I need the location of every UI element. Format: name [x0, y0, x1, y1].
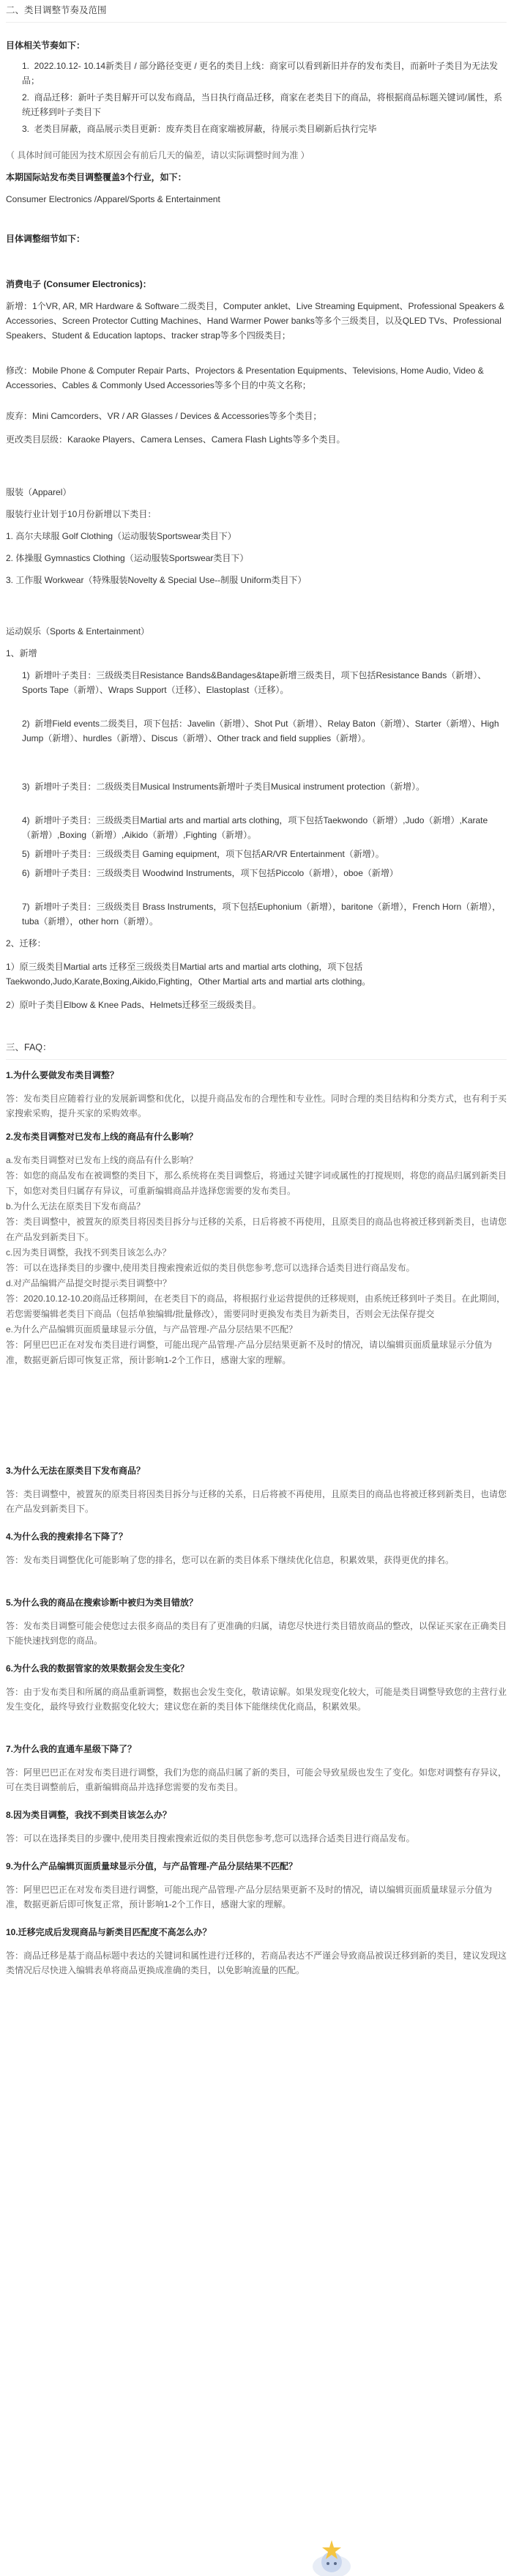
schedule-item: 3. 老类目屏蔽，商品展示类目更新：废弃类目在商家端被屏蔽，待展示类目刷新后执行完毕 [22, 124, 377, 134]
faq-answer: 答：商品迁移是基于商品标题中表达的关键词和属性进行迁移的，若商品表达不严谨会导致商品被误迁移到新的类目，建议发现这类情况后尽快进入编辑表单将商品更换成准确的类目，以免影响流量的匹配。 [6, 1950, 507, 1975]
section-heading: 二、类目调整节奏及范围 [6, 5, 107, 15]
schedule-title: 目体相关节奏如下： [6, 40, 86, 51]
apparel-item: 2. 体操服 Gymnastics Clothing（运动服装Sportswear类目下） [6, 553, 249, 563]
faq-answer: 答：类目调整中，被置灰的原类目将因类目拆分与迁移的关系，日后将被不再使用，且原类目的商品也将被迁移到新类目，也请您在产品发到新类目下。 [6, 1489, 507, 1514]
faq-answer: 答：发布类目应随着行业的发展新调整和优化，以提升商品发布的合理性和专业性。同时合理的类目结构和分类方式，也有利于买家搜索采购，提升买家的采购效率。 [6, 1094, 507, 1118]
sports-new-item: 2) 新增Field events二级类目，项下包括：Javelin（新增）、Shot Put（新增）、Relay Baton（新增）、Starter（新增）、High Jump（新增）、hurdles（新增）、Discus（新增）、Other track and field supplies（新增）。 [22, 719, 499, 743]
faq-question: 9.为什么产品编辑页面质量球显示分值，与产品管理-产品分层结果不匹配？ [6, 1861, 298, 1871]
scope-list: Consumer Electronics /Apparel/Sports & Entertainment [6, 194, 220, 204]
divider [6, 1059, 507, 1060]
ce-rename: 更改类目层级：Karaoke Players、Camera Lenses、Camera Flash Lights等多个类目。 [6, 434, 346, 445]
details-title: 目体调整细节如下： [6, 234, 86, 244]
divider [6, 22, 507, 23]
faq-question: 1.为什么要做发布类目调整？ [6, 1070, 119, 1080]
faq-answer: 答：由于发布类目和所属的商品重新调整，数据也会发生变化，敬请谅解。如果发现变化较大，可能是类目调整导致您的主营行业发生变化，最终导致行业数据变化较大；建议您在新的类目体下能继续优化商品，积累效果。 [6, 1687, 507, 1712]
sports-new-item: 5) 新增叶子类目：三级级类目 Gaming equipment，项下包括AR/VR Entertainment（新增）。 [22, 849, 384, 859]
apparel-item: 3. 工作服 Workwear（特殊服装Novelty & Special Use--制服 Uniform类目下） [6, 575, 307, 585]
timing-note: （ 具体时间可能因为技术原因会有前后几天的偏差，请以实际调整时间为准 ） [6, 150, 310, 160]
apparel-item: 1. 高尔夫球服 Golf Clothing（运动服装Sportswear类目下） [6, 531, 236, 541]
faq-answer: 答：发布类目调整优化可能影响了您的排名，您可以在新的类目体系下继续优化信息，积累效果，获得更优的排名。 [6, 1555, 455, 1565]
schedule-item: 1. 2022.10.12- 10.14新类目 / 部分路径变更 / 更名的类目上线：商家可以看到新旧并存的发布类目，而新叶子类目为无法发品； [22, 61, 499, 86]
sports-new-item: 6) 新增叶子类目：三级级类目 Woodwind Instruments，项下包括Piccolo（新增），oboe（新增） [22, 868, 398, 878]
sports-heading: 运动娱乐（Sports & Entertainment） [6, 626, 150, 636]
sports-new-label: 1、新增 [6, 648, 37, 658]
ce-heading: 消费电子 (Consumer Electronics)： [6, 279, 152, 289]
faq-answer: a.发布类目调整对已发布上线的商品有什么影响？ 答：如您的商品发布在被调整的类目下，那么系统将在类目调整后，将通过关键字词或属性的打搅规则，将您的商品归属到新类目下，如您对类目归属存有异议，可重新编辑商品并选择您需要的发布类目。 b.为什么无法在原类目下发布商品？ 答：类目调整中，被置灰的原类目将因类目拆分与迁移的关系，日后将被不再使用，且原类目的商品也将被迁移到新类目，也请您在产品发到新类目下。 c.因为类目调整，我找不到类目该怎么办？ 答：可以在选择类目的步骤中,使用类目搜索搜索近似的类目供您参考,您可以选择合适类目进行商品发布。 d.对产品编辑产品提交时提示类目调整中？ 答：2020.10.12-10.20商品迁移期间，在老类目下的商品，将根据行业运营提供的迁移规则，由系统迁移到叶子类目。在此期间，若您需要编辑老类目下商品（包括单独编辑/批量修改），需要同时更换发布类目为新类目，否则会无法保存提交 e.为什么产品编辑页面质量球显示分值，与产品管理-产品分层结果不匹配？ 答：阿里巴巴正在对发布类目进行调整，可能出现产品管理-产品分层结果更新不及时的情况，请以编辑页面质量球显示分值为准，数据更新后即可恢复正常，预计影响1-2个工作日，感谢大家的理解。 [6, 1155, 507, 1365]
scope-title: 本期国际站发布类目调整覆盖3个行业，如下： [6, 172, 187, 182]
faq-question: 3.为什么无法在原类目下发布商品？ [6, 1466, 146, 1476]
faq-question: 10.迁移完成后发现商品与新类目匹配度不高怎么办？ [6, 1927, 212, 1937]
faq-question: 2.发布类目调整对已发布上线的商品有什么影响？ [6, 1132, 198, 1142]
sports-new-item: 1) 新增叶子类目：三级级类目Resistance Bands&Bandages&tape新增三级类目，项下包括Resistance Bands（新增）、Sports Tape（新增）、Wraps Support（迁移）、Elastoplast（迁移）。 [22, 670, 487, 695]
faq-question: 7.为什么我的直通车星级下降了？ [6, 1744, 137, 1754]
faq-answer: 答：阿里巴巴正在对发布类目进行调整，我们为您的商品归属了新的类目，可能会导致星级也发生了变化。如您对调整有存异议，可在类目调整前后，重新编辑商品并选择您需要的发布类目。 [6, 1767, 507, 1792]
sports-new-item: 3) 新增叶子类目：二级级类目Musical Instruments新增叶子类目Musical instrument protection（新增）。 [22, 782, 425, 792]
sports-new-item: 7) 新增叶子类目：三级级类目 Brass Instruments，项下包括Euphonium（新增），baritone（新增），French Horn（新增），tuba（新增），other horn（新增）。 [22, 902, 501, 927]
apparel-heading: 服装（Apparel） [6, 487, 72, 497]
sports-migrate-item: 1）原三级类目Martial arts 迁移至三级级类目Martial arts and martial arts clothing，项下包括Taekwondo,Judo,Karate,Boxing,Aikido,Fighting，Other Martial arts and martial arts clothing。 [6, 962, 371, 987]
faq-question: 4.为什么我的搜索排名下降了？ [6, 1532, 128, 1542]
ce-modify: 修改：Mobile Phone & Computer Repair Parts、Projectors & Presentation Equipments、Televisions, Home Audio, Video & Accessories、Cables & Commonly Used Accessories等多个目的中英文名称； [6, 365, 484, 390]
faq-question: 5.为什么我的商品在搜索诊断中被归为类目错放？ [6, 1597, 198, 1608]
mascot-illustration [306, 2536, 357, 2576]
sports-new-item: 4) 新增叶子类目：三级级类目Martial arts and martial arts clothing，项下包括Taekwondo（新增）,Judo（新增）,Karate（新增）,Boxing（新增）,Aikido（新增）,Fighting（新增）。 [22, 815, 488, 840]
sports-migrate-label: 2、迁移： [6, 938, 46, 949]
faq-heading: 三、FAQ： [6, 1042, 52, 1053]
ce-discard: 废弃：Mini Camcorders、VR / AR Glasses / Devices & Accessories等多个类目； [6, 411, 322, 421]
faq-question: 6.为什么我的数据管家的效果数据会发生变化？ [6, 1663, 190, 1674]
faq-answer: 答：可以在选择类目的步骤中,使用类目搜索搜索近似的类目供您参考,您可以选择合适类目进行商品发布。 [6, 1833, 415, 1844]
faq-answer: 答：发布类目调整可能会使您过去很多商品的类目有了更准确的归属，请您尽快进行类目错放商品的整改，以保证买家在正确类目下能快速找到您的商品。 [6, 1621, 507, 1646]
sports-migrate-item: 2）原叶子类目Elbow & Knee Pads、Helmets迁移至三级级类目。 [6, 1000, 261, 1010]
apparel-intro: 服装行业计划于10月份新增以下类目： [6, 509, 157, 519]
faq-answer: 答：阿里巴巴正在对发布类目进行调整，可能出现产品管理-产品分层结果更新不及时的情况，请以编辑页面质量球显示分值为准，数据更新后即可恢复正常，预计影响1-2个工作日，感谢大家的理解。 [6, 1885, 493, 1909]
ce-add: 新增：1个VR, AR, MR Hardware & Software二级类目，Computer anklet、Live Streaming Equipment、Professional Speakers & Accessories、Screen Protector Cutting Machines、Hand Warmer Power banks等多个三级类目，以及QLED TVs、Professional Speakers、Student & Education laptops、tracker strap等多个四级类目； [6, 301, 504, 341]
schedule-item: 2. 商品迁移：新叶子类目解开可以发布商品，当日执行商品迁移，商家在老类目下的商品，将根据商品标题关键词/属性，系统迁移到叶子类目下 [22, 92, 503, 117]
faq-question: 8.因为类目调整，我找不到类目该怎么办？ [6, 1810, 172, 1820]
